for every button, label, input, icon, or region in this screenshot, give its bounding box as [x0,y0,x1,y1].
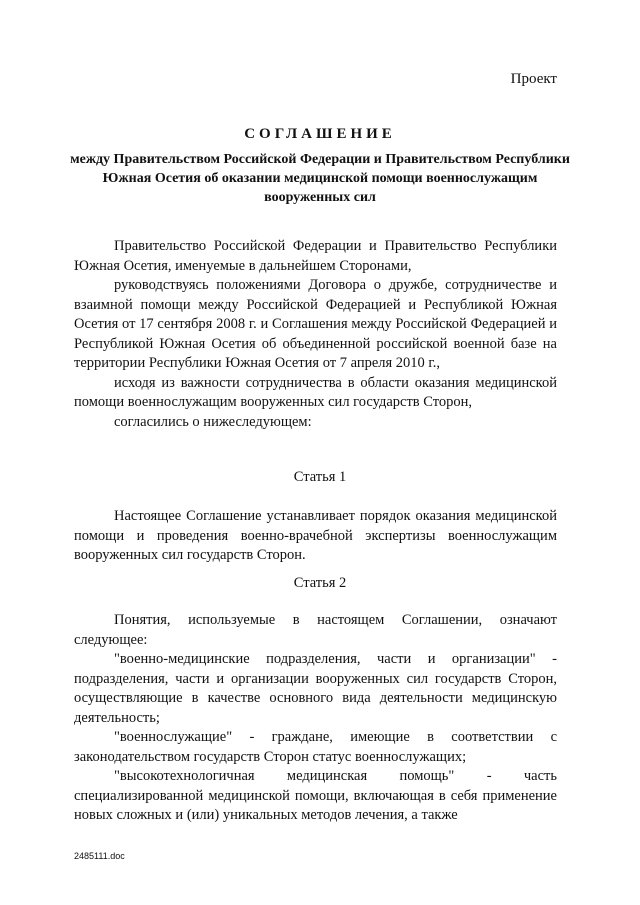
preamble-paragraph: согласились о нижеследующем: [114,413,312,430]
article-2-paragraph: Понятия, используемые в настоящем Соглашении, означают следующее: [74,612,557,648]
article-2-paragraph: "военнослужащие" - граждане, имеющие в соответствии с законодательством государств Сторон статус военнослужащих; [74,729,557,765]
document-title: СОГЛАШЕНИЕ [244,126,396,142]
preamble-paragraph: руководствуясь положениями Договора о дружбе, сотрудничестве и взаимной помощи между Российской Федерацией и Республикой Южная Осетия от 17 сентября 2008 г. и Соглашения между Российской Федерацией и Республикой Южная Осетия об объединенной российской военной базе на территории Республики Южная Осетия от 7 апреля 2010 г., [74,277,557,371]
article-2-paragraph: "военно-медицинские подразделения, части и организации" - подразделения, части и организации вооруженных сил государств Сторон, осуществляющие в качестве основного вида деятельности медицинскую деятельность; [74,651,557,726]
preamble-paragraph: Правительство Российской Федерации и Правительство Республики Южная Осетия, именуемые в дальнейшем Сторонами, [74,238,557,274]
document-subtitle: между Правительством Российской Федерации и Правительством Республики Южная Осетия об оказании медицинской помощи военнослужащим вооруженных сил [70,152,570,205]
article-1-body [74,507,557,566]
draft-status-label: Проект [510,71,557,87]
article-2-body [74,611,557,826]
article-2-paragraph: "высокотехнологичная медицинская помощь" - часть специализированной медицинской помощи, включающая в себя применение новых сложных и (или) уникальных методов лечения, а также [74,768,557,823]
preamble-paragraph: исходя из важности сотрудничества в области оказания медицинской помощи военнослужащим вооруженных сил государств Сторон, [74,374,557,410]
preamble [74,237,557,432]
article-2-heading: Статья 2 [293,575,347,591]
article-1-heading: Статья 1 [293,469,347,485]
footer-filename: 2485111.doc [74,851,125,861]
article-1-paragraph: Настоящее Соглашение устанавливает порядок оказания медицинской помощи и проведения военно-врачебной экспертизы военнослужащим вооруженных сил государств Сторон. [74,508,557,563]
